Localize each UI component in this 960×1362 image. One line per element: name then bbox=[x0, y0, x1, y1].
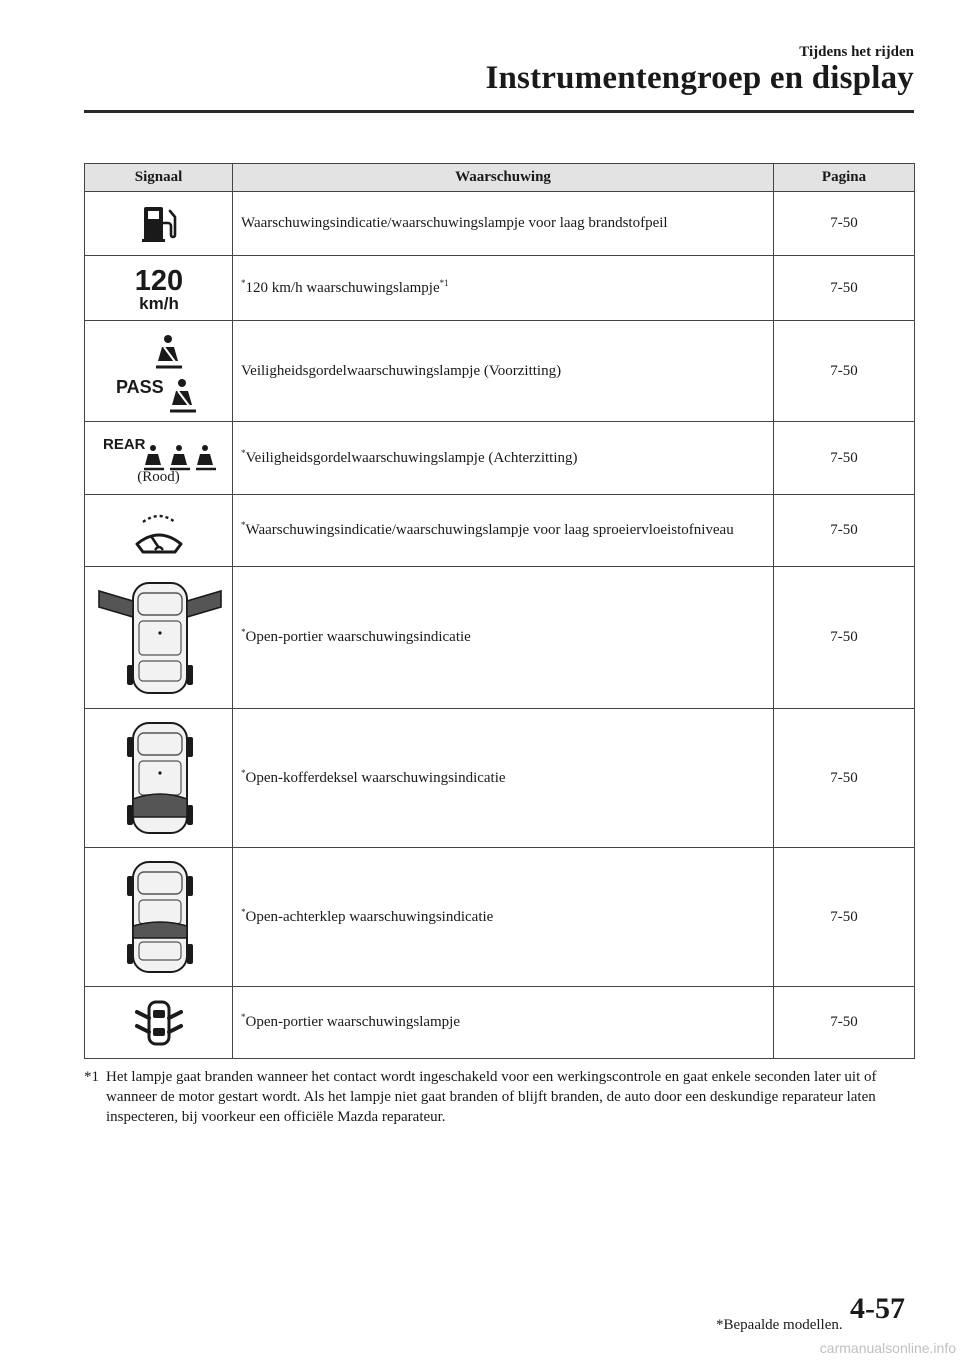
warning-text: Open-portier waarschuwingslampje bbox=[245, 1014, 461, 1030]
signal-cell bbox=[85, 256, 233, 321]
model-star: * bbox=[241, 627, 246, 637]
speed-120-icon bbox=[129, 263, 189, 313]
page-cell: 7-50 bbox=[774, 848, 915, 987]
page-cell: 7-50 bbox=[774, 192, 915, 256]
signal-cell bbox=[85, 987, 233, 1059]
page-title: Instrumentengroep en display bbox=[485, 60, 914, 96]
page-cell: 7-50 bbox=[774, 709, 915, 848]
signal-cell bbox=[85, 321, 233, 422]
warning-cell bbox=[233, 567, 774, 709]
warning-text: Veiligheidsgordelwaarschuwingslampje (Achterzitting) bbox=[245, 449, 578, 466]
car-door-open-icon bbox=[95, 577, 223, 699]
seatbelt-rear-icon bbox=[95, 431, 223, 471]
warning-text: Waarschuwingsindicatie/waarschuwingslampje voor laag sproeiervloeistofniveau bbox=[245, 522, 734, 538]
models-note: *Bepaalde modellen. bbox=[716, 1317, 843, 1333]
page-number: 4-57 bbox=[850, 1292, 905, 1325]
table-row bbox=[85, 256, 915, 321]
signal-cell bbox=[85, 495, 233, 567]
warning-cell bbox=[233, 709, 774, 848]
table-row bbox=[85, 192, 915, 256]
warning-cell bbox=[233, 495, 774, 567]
table-row bbox=[85, 495, 915, 567]
model-star: * bbox=[241, 767, 246, 778]
table-row bbox=[85, 422, 915, 495]
page-cell: 7-50 bbox=[774, 422, 915, 495]
warning-cell bbox=[233, 321, 774, 422]
warning-text: Veiligheidsgordelwaarschuwingslampje (Voorzitting) bbox=[241, 362, 562, 379]
footnote-mark: *1 bbox=[84, 1069, 99, 1085]
signal-cell bbox=[85, 567, 233, 709]
column-header-signal: Signaal bbox=[85, 164, 233, 192]
color-note: (Rood) bbox=[137, 468, 180, 485]
signal-cell bbox=[85, 422, 233, 495]
rear-label: REAR bbox=[102, 435, 146, 453]
table-row bbox=[85, 848, 915, 987]
footnote-text: Het lampje gaat branden wanneer het contact wordt ingeschakeld voor een werkingscontrole en gaat enkele seconden later uit of wanneer de motor gestart wordt. Als het lampje niet gaat branden of blijft branden, de auto door een deskundige reparateur laten inspecteren, bij voorkeur een officiële Mazda reparateur. bbox=[106, 1069, 877, 1125]
signal-cell bbox=[85, 848, 233, 987]
warning-cell bbox=[233, 848, 774, 987]
column-header-warning: Waarschuwing bbox=[233, 164, 774, 192]
table-row bbox=[85, 567, 915, 709]
door-open-lamp-icon bbox=[129, 998, 189, 1048]
footnote bbox=[84, 1067, 915, 1127]
signal-cell bbox=[85, 709, 233, 848]
table-row bbox=[85, 987, 915, 1059]
seatbelt-front-icon bbox=[114, 327, 204, 415]
page-cell: 7-50 bbox=[774, 987, 915, 1059]
header-rule bbox=[84, 110, 914, 113]
speed-number: 120 bbox=[134, 265, 183, 297]
speed-unit: km/h bbox=[138, 294, 179, 313]
model-star: * bbox=[241, 1012, 246, 1022]
model-star: * bbox=[241, 447, 246, 458]
car-liftgate-open-icon bbox=[95, 856, 223, 978]
car-trunk-open-icon bbox=[95, 717, 223, 839]
warning-text: Open-portier waarschuwingsindicatie bbox=[245, 629, 471, 645]
page-cell: 7-50 bbox=[774, 495, 915, 567]
table-row bbox=[85, 709, 915, 848]
page-cell: 7-50 bbox=[774, 567, 915, 709]
warning-cell bbox=[233, 256, 774, 321]
pass-label: PASS bbox=[115, 377, 164, 397]
signal-cell bbox=[85, 192, 233, 256]
warning-text: Waarschuwingsindicatie/waarschuwingslampje voor laag brandstofpeil bbox=[241, 215, 668, 231]
warning-text: Open-achterklep waarschuwingsindicatie bbox=[245, 908, 494, 925]
model-star: * bbox=[241, 906, 246, 917]
table-row bbox=[85, 321, 915, 422]
page-cell: 7-50 bbox=[774, 256, 915, 321]
washer-fluid-icon bbox=[129, 506, 189, 556]
model-star: * bbox=[241, 277, 246, 288]
fuel-pump-icon bbox=[139, 204, 179, 244]
watermark: carmanualsonline.info bbox=[819, 1340, 956, 1356]
model-star: * bbox=[241, 520, 246, 530]
table-header-row bbox=[85, 164, 915, 192]
warning-signals-table bbox=[84, 163, 915, 1059]
warning-text: 120 km/h waarschuwingslampje bbox=[245, 279, 440, 296]
warning-cell bbox=[233, 192, 774, 256]
warning-text: Open-kofferdeksel waarschuwingsindicatie bbox=[245, 769, 506, 786]
section-title: Tijdens het rijden bbox=[799, 44, 914, 60]
warning-cell bbox=[233, 422, 774, 495]
column-header-page: Pagina bbox=[774, 164, 915, 192]
warning-cell bbox=[233, 987, 774, 1059]
footnote-ref: *1 bbox=[439, 277, 449, 288]
page-cell: 7-50 bbox=[774, 321, 915, 422]
